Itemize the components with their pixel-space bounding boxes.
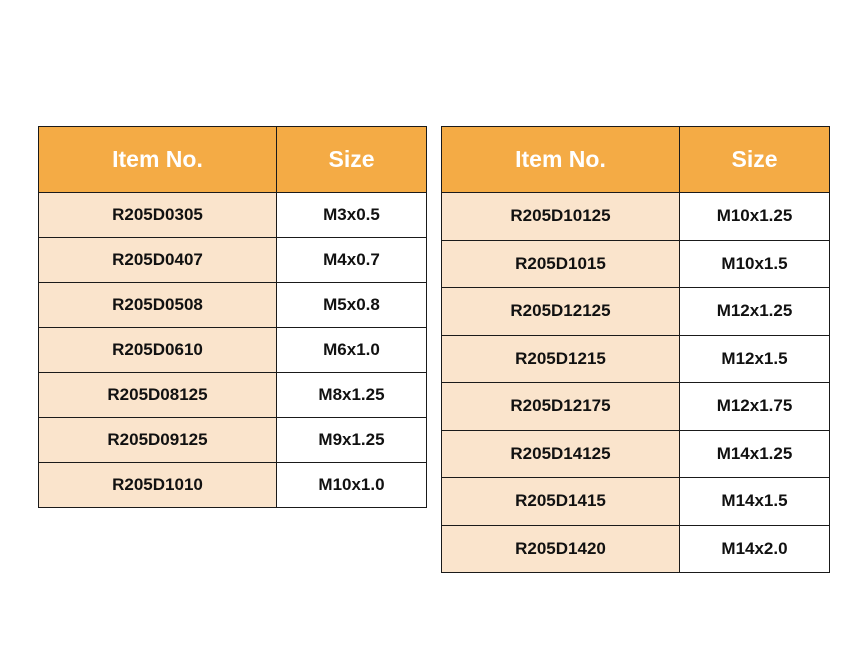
- table-row: [442, 193, 830, 241]
- item-no-cell: R205D1420: [442, 525, 680, 573]
- header-item-no: Item No.: [39, 127, 277, 193]
- table-row: [442, 288, 830, 336]
- table-row: [39, 418, 427, 463]
- item-no-cell: R205D1015: [442, 240, 680, 288]
- header-row: [442, 127, 830, 193]
- size-cell: M12x1.5: [680, 335, 830, 383]
- table-row: [442, 430, 830, 478]
- item-no-cell: R205D1415: [442, 478, 680, 526]
- item-no-cell: R205D1010: [39, 463, 277, 508]
- size-cell: M9x1.25: [277, 418, 427, 463]
- header-size: Size: [277, 127, 427, 193]
- table-row: [39, 373, 427, 418]
- size-cell: M12x1.25: [680, 288, 830, 336]
- item-no-cell: R205D08125: [39, 373, 277, 418]
- item-no-cell: R205D0407: [39, 238, 277, 283]
- item-no-cell: R205D09125: [39, 418, 277, 463]
- item-no-cell: R205D0508: [39, 283, 277, 328]
- header-item-no: Item No.: [442, 127, 680, 193]
- item-no-cell: R205D0305: [39, 193, 277, 238]
- size-cell: M5x0.8: [277, 283, 427, 328]
- size-cell: M14x1.5: [680, 478, 830, 526]
- table-row: [442, 525, 830, 573]
- item-no-cell: R205D12125: [442, 288, 680, 336]
- table-row: [442, 383, 830, 431]
- table-row: [442, 335, 830, 383]
- size-cell: M10x1.0: [277, 463, 427, 508]
- header-row: [39, 127, 427, 193]
- size-cell: M4x0.7: [277, 238, 427, 283]
- item-no-cell: R205D0610: [39, 328, 277, 373]
- table-row: [442, 240, 830, 288]
- table-row: [39, 238, 427, 283]
- size-cell: M10x1.25: [680, 193, 830, 241]
- table-row: [39, 463, 427, 508]
- size-cell: M12x1.75: [680, 383, 830, 431]
- size-cell: M10x1.5: [680, 240, 830, 288]
- item-no-cell: R205D14125: [442, 430, 680, 478]
- size-cell: M14x1.25: [680, 430, 830, 478]
- item-no-cell: R205D1215: [442, 335, 680, 383]
- table-row: [442, 478, 830, 526]
- item-no-cell: R205D12175: [442, 383, 680, 431]
- size-cell: M3x0.5: [277, 193, 427, 238]
- table-row: [39, 193, 427, 238]
- size-cell: M6x1.0: [277, 328, 427, 373]
- table-row: [39, 283, 427, 328]
- spec-table-right: [441, 126, 830, 573]
- size-cell: M8x1.25: [277, 373, 427, 418]
- size-cell: M14x2.0: [680, 525, 830, 573]
- item-no-cell: R205D10125: [442, 193, 680, 241]
- spec-table-left: [38, 126, 427, 508]
- table-row: [39, 328, 427, 373]
- header-size: Size: [680, 127, 830, 193]
